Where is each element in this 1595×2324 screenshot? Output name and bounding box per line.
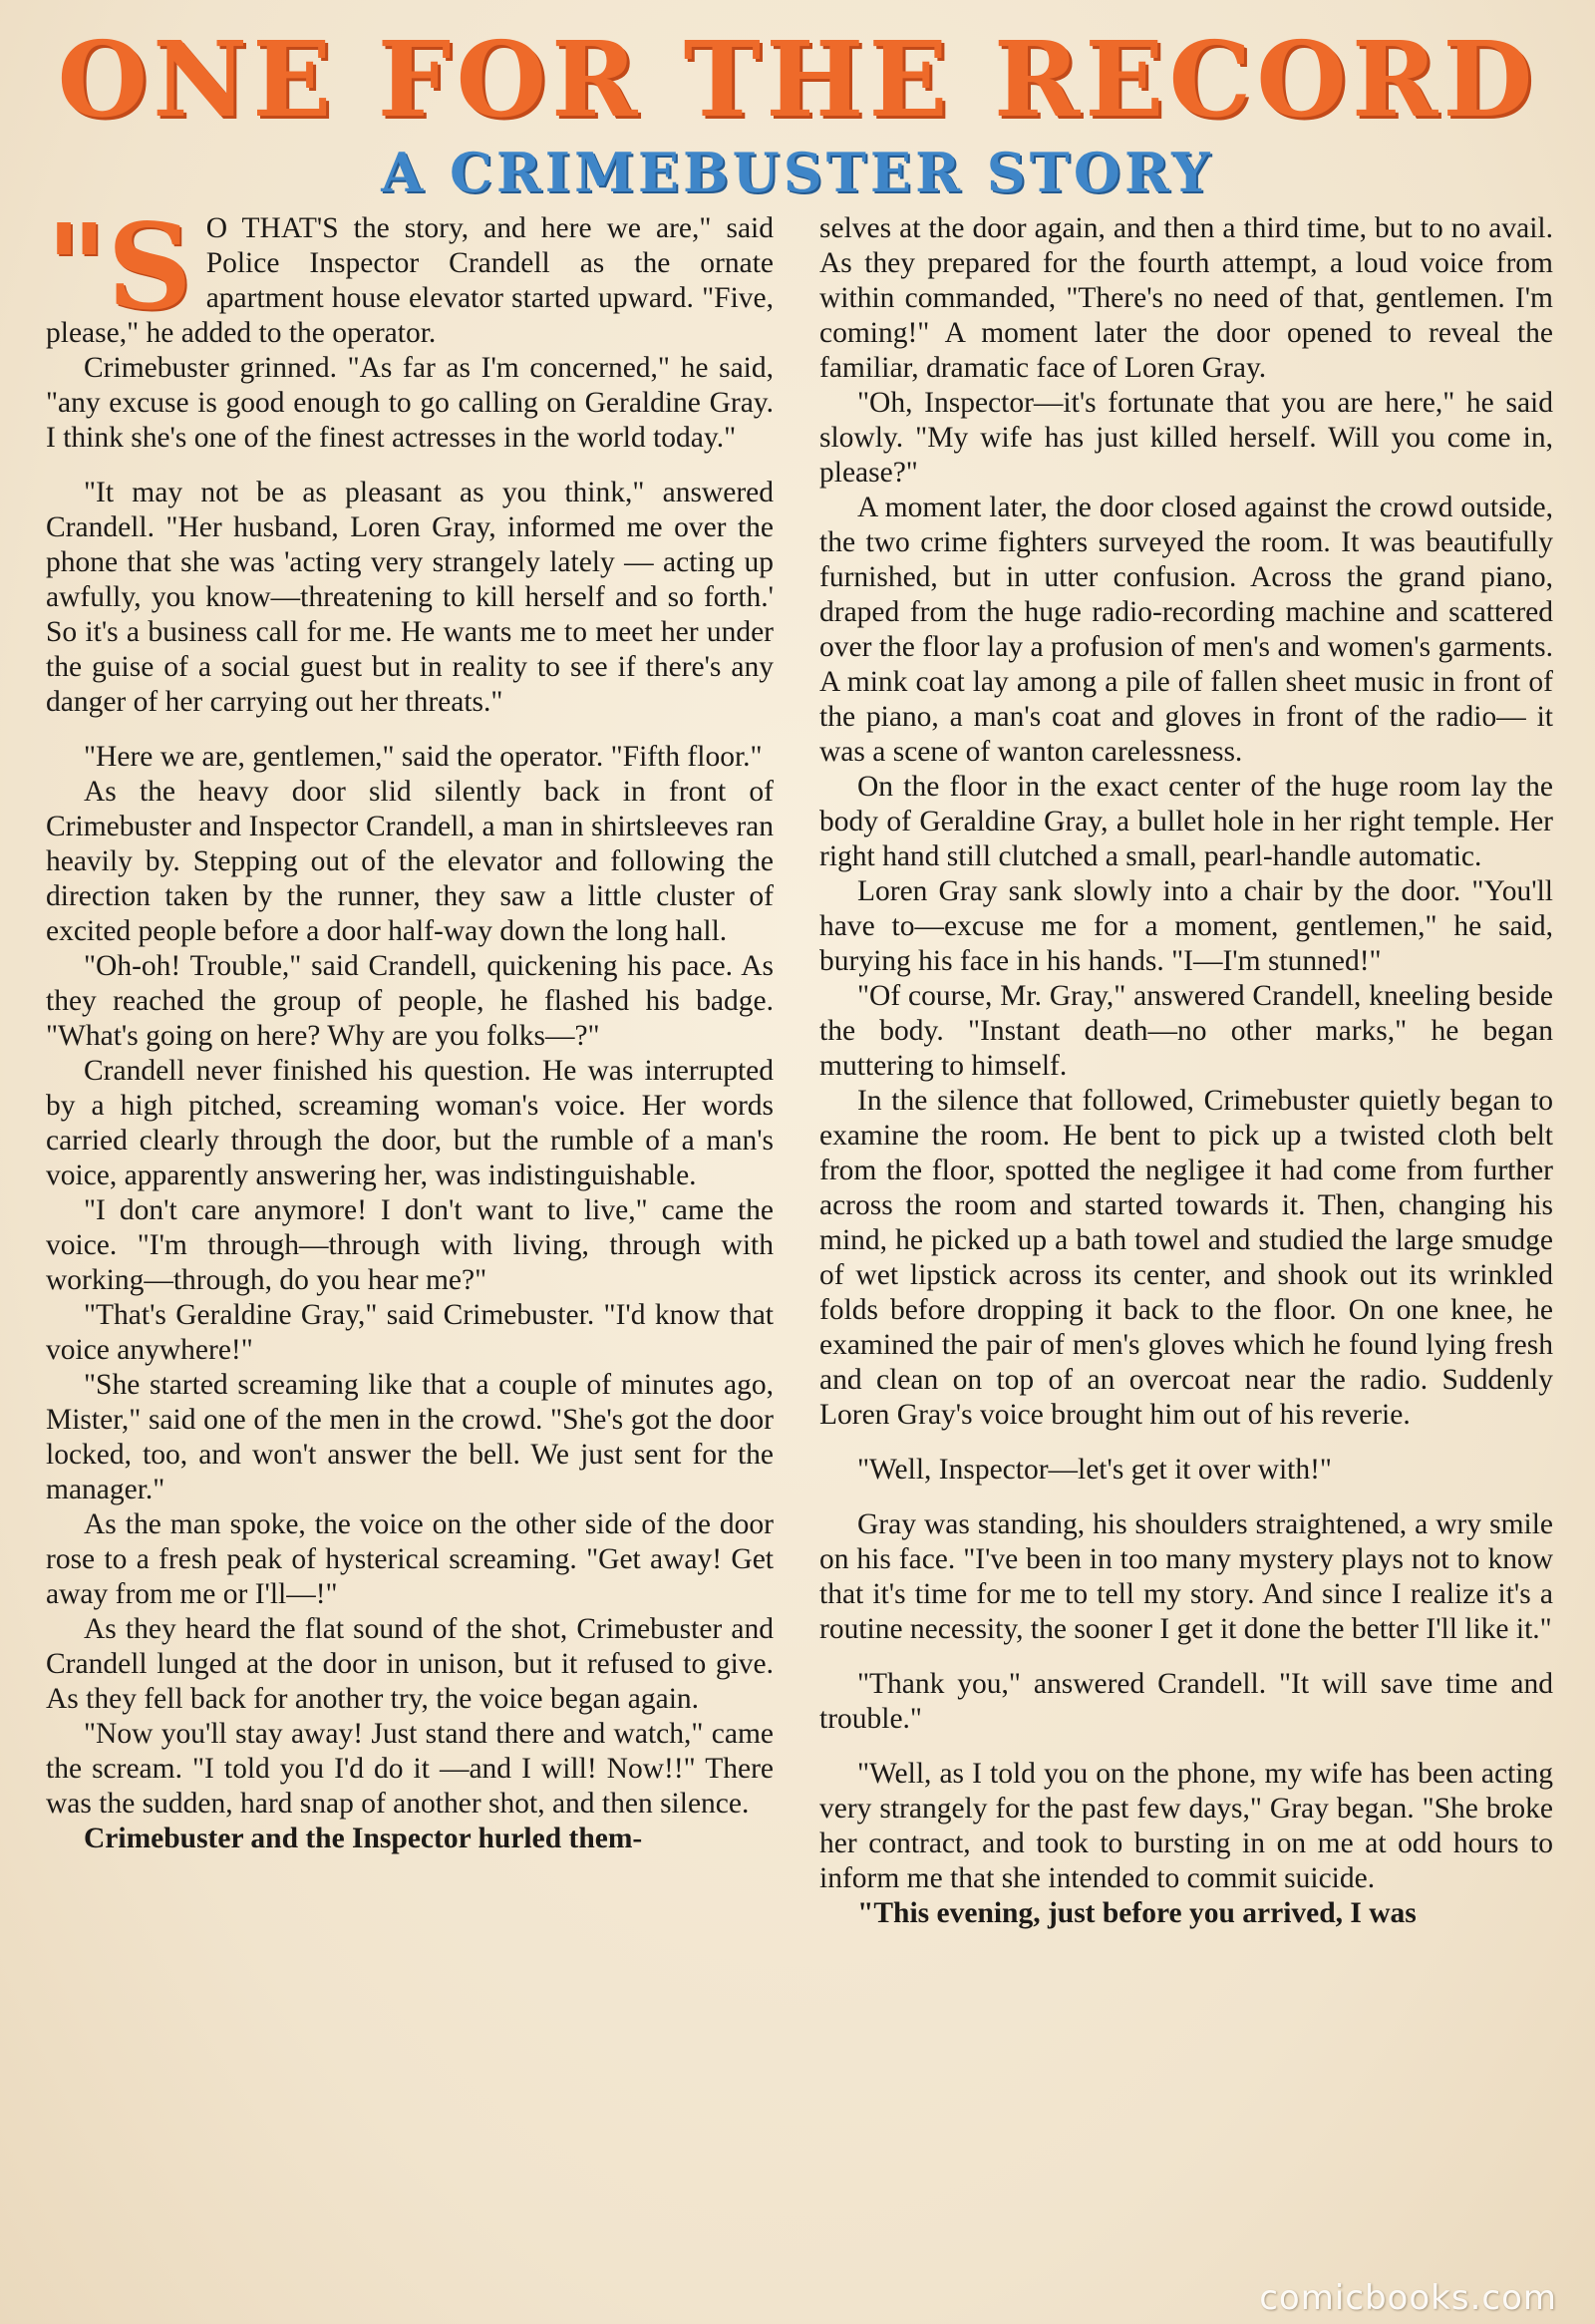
paragraph: selves at the door again, and then a third time, but to no avail. As they prepared for the fourth attempt, a loud voice from within commanded, "There's no need of that, gentlemen. I'm coming!" A moment later the door opened to reveal the familiar, dramatic face of Loren Gray.	[819, 212, 1553, 384]
paragraph: Crimebuster and the Inspector hurled them-	[84, 1823, 643, 1854]
paragraph: "Thank you," answered Crandell. "It will save time and trouble."	[819, 1668, 1553, 1735]
paragraph: "Of course, Mr. Gray," answered Crandell, kneeling beside the body. "Instant death—no other marks," he began muttering to himself.	[819, 980, 1553, 1082]
paragraph: As the man spoke, the voice on the other side of the door rose to a fresh peak of hysterical screaming. "Get away! Get away from me or I'll—!"	[46, 1508, 774, 1610]
story-title: ONE FOR THE RECORD	[57, 18, 1538, 141]
paragraph: Gray was standing, his shoulders straightened, a wry smile on his face. "I've been in too many mystery plays not to know that it's time for me to tell my story. And since I realize it's a routine necessity, the sooner I get it done the better I'll like it."	[819, 1508, 1553, 1645]
left-column	[46, 211, 774, 2295]
paragraph: On the floor in the exact center of the huge room lay the body of Geraldine Gray, a bullet hole in her right temple. Her right hand still clutched a small, pearl-handle automatic.	[819, 771, 1553, 872]
drop-cap: "S	[46, 211, 192, 336]
right-column	[819, 211, 1553, 2295]
paragraph: "Now you'll stay away! Just stand there and watch," came the scream. "I told you I'd do it —and I will! Now!!" There was the sudden, hard snap of another shot, and then silence.	[46, 1718, 774, 1820]
paragraph: Loren Gray sank slowly into a chair by the door. "You'll have to—excuse me for a moment, gentlemen," he said, burying his face in his hands. "I—I'm stunned!"	[819, 875, 1553, 977]
paragraph: "Well, Inspector—let's get it over with!"	[857, 1454, 1332, 1486]
paragraph: In the silence that followed, Crimebuster quietly began to examine the room. He bent to pick up a twisted cloth belt from the floor, spotted the negligee it had come from further across the room and started towards it. Then, changing his mind, he picked up a bath towel and studied the large smudge of wet lipstick across its center, and shook out its wrinkled folds before dropping it back to the floor. On one knee, he examined the pair of men's gloves which he found lying fresh and clean on top of an overcoat near the radio. Suddenly Loren Gray's voice brought him out of his reverie.	[819, 1085, 1553, 1431]
paragraph: "This evening, just before you arrived, I was	[857, 1897, 1417, 1929]
paragraph: "Here we are, gentlemen," said the operator. "Fifth floor."	[84, 741, 763, 773]
paragraph: "It may not be as pleasant as you think," answered Crandell. "Her husband, Loren Gray, informed me over the phone that she was 'acting very strangely lately — acting up awfully, you know—threatening to kill herself and so forth.' So it's a business call for me. He wants me to meet her under the guise of a social guest but in reality to see if there's any danger of her carrying out her threats."	[46, 477, 774, 718]
paragraph: "Well, as I told you on the phone, my wife has been acting very strangely for the past few days," Gray began. "She broke her contract, and took to bursting in on me at odd hours to inform me that she intended to commit suicide.	[819, 1758, 1553, 1894]
watermark: comicbooks.com	[1259, 2278, 1557, 2318]
paragraph: "I don't care anymore! I don't want to live," came the voice. "I'm through—through with living, through with working—through, do you hear me?"	[46, 1194, 774, 1296]
paragraph: "That's Geraldine Gray," said Crimebuster. "I'd know that voice anywhere!"	[46, 1299, 774, 1366]
paragraph: Crimebuster grinned. "As far as I'm concerned," he said, "any excuse is good enough to go calling on Geraldine Gray. I think she's one of the finest actresses in the world today."	[46, 352, 774, 454]
paragraph: "Oh-oh! Trouble," said Crandell, quickening his pace. As they reached the group of people, he flashed his badge. "What's going on here? Why are you folks—?"	[46, 950, 774, 1052]
paragraph: As the heavy door slid silently back in front of Crimebuster and Inspector Crandell, a man in shirtsleeves ran heavily by. Stepping out of the elevator and following the direction taken by the runner, they saw a little cluster of excited people before a door half-way down the long hall.	[46, 776, 774, 947]
paragraph: Crandell never finished his question. He was interrupted by a high pitched, screaming woman's voice. Her words carried clearly through the door, but the rumble of a man's voice, apparently answering her, was indistinguishable.	[46, 1055, 774, 1191]
story-subtitle: A CRIMEBUSTER STORY	[381, 141, 1214, 204]
paragraph: "S O THAT'S the story, and here we are," said Police Inspector Crandell as the ornate apartment house elevator started upward. "Five, please," he added to the operator.	[46, 211, 774, 349]
paragraph: As they heard the flat sound of the shot, Crimebuster and Crandell lunged at the door in unison, but it refused to give. As they fell back for another try, the voice began again.	[46, 1613, 774, 1715]
paragraph: A moment later, the door closed against the crowd outside, the two crime fighters surveyed the room. It was beautifully furnished, but in utter confusion. Across the grand piano, draped from the huge radio-recording machine and scattered over the floor lay a profusion of men's and women's garments. A mink coat lay among a pile of fallen sheet music in front of the piano, a man's coat and gloves in front of the radio— it was a scene of wanton carelessness.	[819, 492, 1553, 768]
paragraph: "Oh, Inspector—it's fortunate that you are here," he said slowly. "My wife has just killed herself. Will you come in, please?"	[819, 387, 1553, 489]
paragraph: "She started screaming like that a couple of minutes ago, Mister," said one of the men in the crowd. "She's got the door locked, too, and won't answer the bell. We just sent for the manager."	[46, 1369, 774, 1505]
